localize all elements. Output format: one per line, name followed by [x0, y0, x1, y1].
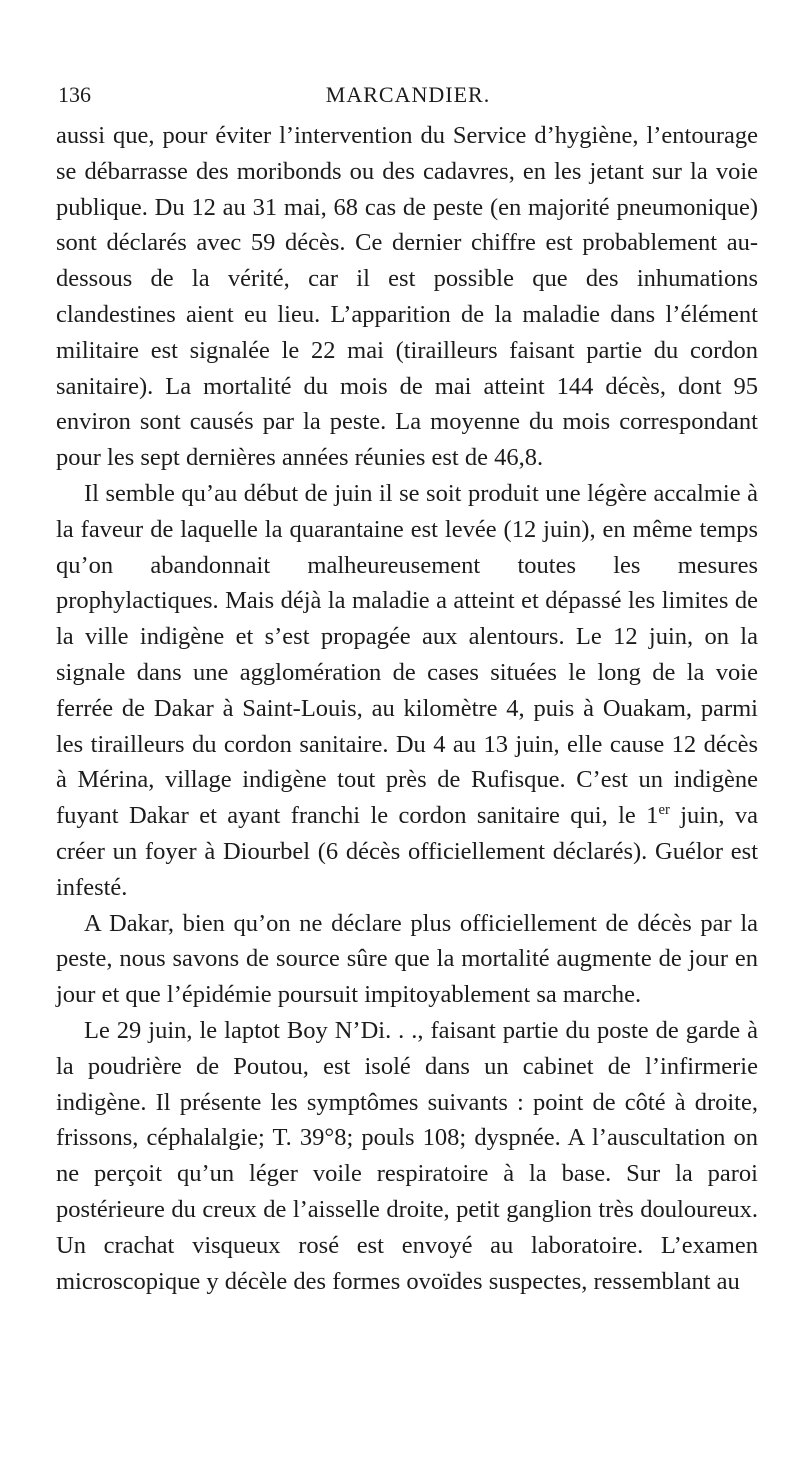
paragraph-text: Il semble qu’au début de juin il se soit produit une légère accalmie à la faveur de laquelle la quarantaine est levée (12 juin), en même temps qu’on abandonnait malheureusement toutes les mesures prophylactiques. Mais déjà la maladie a atteint et dépassé les limites de la ville indigène et s’est propagée aux alentours. Le 12 juin, on la signale dans une agglomération de cases situées le long de la voie ferrée de Dakar à Saint-Louis, au kilomètre 4, puis à Ouakam, parmi les tirailleurs du cordon sanitaire. Du 4 au 13 juin, elle cause 12 décès à Mérina, village indigène tout près de Rufisque. C’est un indigène fuyant Dakar et ayant franchi le cordon sanitaire qui, le 1	[56, 479, 758, 830]
paragraph: aussi que, pour éviter l’intervention du Service d’hygiène, l’entourage se débarrasse des moribonds ou des cadavres, en les jetant sur la voie publique. Du 12 au 31 mai, 68 cas de peste (en majorité pneumonique) sont déclarés avec 59 décès. Ce dernier chiffre est probablement au-dessous de la vérité, car il est possible que des inhumations clandestines aient eu lieu. L’apparition de la maladie dans l’élément militaire est signalée le 22 mai (tirailleurs faisant partie du cordon sanitaire). La mortalité du mois de mai atteint 144 décès, dont 95 environ sont causés par la peste. La moyenne du mois correspondant pour les sept dernières années réunies est de 46,8.	[56, 122, 758, 472]
superscript: er	[658, 801, 670, 818]
paragraph: Le 29 juin, le laptot Boy N’Di. . ., faisant partie du poste de garde à la poudrière de Poutou, est isolé dans un cabinet de l’infirmerie indigène. Il présente les symptômes suivants : point de côté à droite, frissons, céphalalgie; T. 39°8; pouls 108; dyspnée. A l’auscultation on ne perçoit qu’un léger voile respiratoire à la base. Sur la paroi postérieure du creux de l’aisselle droite, petit ganglion très douloureux. Un crachat visqueux rosé est envoyé au laboratoire. L’examen microscopique y décèle des formes ovoïdes suspectes, ressemblant au	[56, 1016, 758, 1295]
paragraph	[56, 476, 758, 906]
paragraph: A Dakar, bien qu’on ne déclare plus officiellement de décès par la peste, nous savons de source sûre que la mortalité augmente de jour en jour et que l’épidémie poursuit impitoyablement sa marche.	[56, 909, 758, 1009]
paragraph-text: juin, va créer un foyer à Diourbel (6 décès officiellement déclarés). Guélor est infesté.	[56, 802, 758, 901]
page-number: 136	[58, 82, 91, 107]
running-head: MARCANDIER.	[325, 82, 491, 107]
page-header	[58, 82, 758, 112]
body-text	[56, 118, 758, 1299]
